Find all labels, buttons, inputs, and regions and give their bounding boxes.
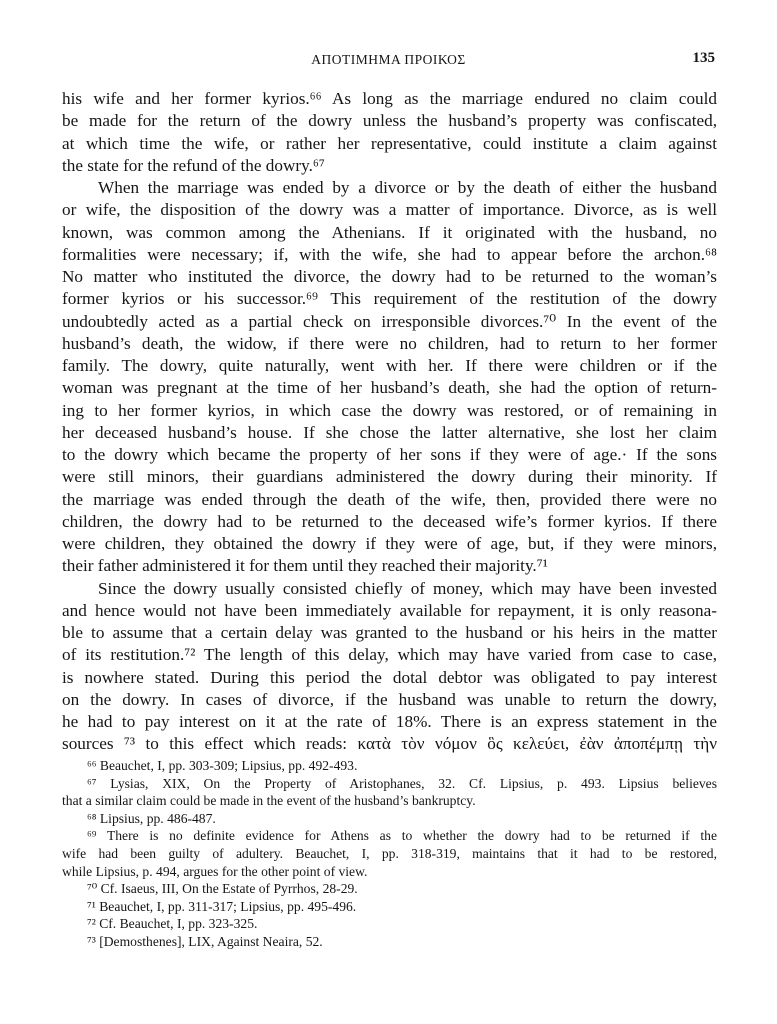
body-line: her deceased husband’s house. If she chose the latter alternative, she lost her claim	[62, 422, 717, 442]
page-number: 135	[692, 50, 715, 66]
running-head-title: ΑΠΟΤΙΜΗΜΑ ΠΡΟΙΚΟΣ	[311, 52, 466, 67]
body-line: to the dowry which became the property of her sons if they were of age.· If the sons	[62, 445, 717, 464]
body-line: former kyrios or his successor.⁶⁹ This requirement of the restitution of the dowry	[62, 289, 717, 309]
footnote-line: ⁷⁰ Cf. Isaeus, III, On the Estate of Pyrrhos, 28-29.	[87, 881, 358, 897]
body-line: ing to her former kyrios, in which case the dowry was restored, or of remaining in	[62, 400, 717, 420]
body-line: of its restitution.⁷² The length of this delay, which may have varied from case to case,	[62, 645, 717, 665]
body-line: at which time the wife, or rather her representative, could institute a claim against	[62, 133, 717, 153]
body-line: When the marriage was ended by a divorce or by the death of either the husband	[98, 178, 717, 197]
footnote-line: while Lipsius, p. 494, argues for the other point of view.	[62, 863, 368, 879]
body-line: the marriage was ended through the death of the wife, then, provided there were no	[62, 489, 717, 509]
footnote-line: ⁶⁸ Lipsius, pp. 486-487.	[87, 810, 216, 826]
body-line: formalities were necessary; if, with the wife, she had to appear before the archon.⁶⁸	[62, 244, 717, 264]
body-line: children, the dowry had to be returned to the deceased wife’s former kyrios. If there	[62, 511, 717, 531]
body-line: and hence would not have been immediately available for repayment, it is only reasona-	[62, 600, 717, 620]
body-line: woman was pregnant at the time of her husband’s death, she had the option of return-	[62, 378, 717, 398]
footnote-line: ⁷¹ Beauchet, I, pp. 311-317; Lipsius, pp. 495-496.	[87, 898, 357, 914]
footnote-line: ⁷² Cf. Beauchet, I, pp. 323-325.	[87, 916, 258, 932]
footnote-line: ⁶⁶ Beauchet, I, pp. 303-309; Lipsius, pp. 492-493.	[87, 758, 358, 773]
body-line: family. The dowry, quite naturally, went with her. If there were children or if the	[62, 356, 717, 375]
running-head	[62, 47, 715, 71]
footnotes	[62, 757, 717, 951]
body-line: sources ⁷³ to this effect which reads: κατὰ τὸν νόμον ὃς κελεύει, ἐὰν ἀποπέμπῃ τὴν	[62, 734, 717, 754]
body-text	[62, 88, 717, 756]
footnote-line: ⁶⁷ Lysias, XIX, On the Property of Aristophanes, 32. Cf. Lipsius, p. 493. Lipsius believes	[87, 775, 717, 791]
body-line: Since the dowry usually consisted chiefly of money, which may have been invested	[98, 578, 717, 598]
footnote-line: that a similar claim could be made in the event of the husband’s bankruptcy.	[62, 793, 476, 809]
body-line: were still minors, their guardians administered the dowry during their minority. If	[62, 467, 717, 487]
body-line: undoubtedly acted as a partial check on irresponsible divorces.⁷⁰ In the event of the	[62, 311, 717, 331]
body-line: he had to pay interest on it at the rate of 18%. There is an express statement in the	[62, 712, 717, 731]
body-line: or wife, the disposition of the dowry was a matter of importance. Divorce, as is well	[62, 200, 717, 220]
body-line: the state for the refund of the dowry.⁶⁷	[62, 155, 325, 175]
footnote-line: ⁶⁹ There is no definite evidence for Athens as to whether the dowry had to be returned if the	[87, 828, 717, 844]
body-line: were children, they obtained the dowry if they were of age, but, if they were minors,	[62, 534, 717, 553]
footnote-line: ⁷³ [Demosthenes], LIX, Against Neaira, 52.	[87, 933, 323, 949]
body-line: his wife and her former kyrios.⁶⁶ As long as the marriage endured no claim could	[62, 89, 717, 108]
body-line: is nowhere stated. During this period the dotal debtor was obligated to pay interest	[62, 667, 717, 687]
body-line: ble to assume that a certain delay was granted to the husband or his heirs in the matter	[62, 623, 717, 642]
body-line: No matter who instituted the divorce, the dowry had to be returned to the woman’s	[62, 267, 717, 286]
body-line: be made for the return of the dowry unless the husband’s property was confiscated,	[62, 111, 717, 131]
body-line: their father administered it for them until they reached their majority.⁷¹	[62, 556, 548, 576]
footnote-line: wife had been guilty of adultery. Beauchet, I, pp. 318-319, maintains that it had to be restored,	[62, 845, 717, 861]
body-line: husband’s death, the widow, if there were no children, had to return to her former	[62, 333, 717, 353]
body-line: known, was common among the Athenians. If it originated with the husband, no	[62, 222, 717, 242]
body-line: on the dowry. In cases of divorce, if the husband was unable to return the dowry,	[62, 689, 717, 709]
